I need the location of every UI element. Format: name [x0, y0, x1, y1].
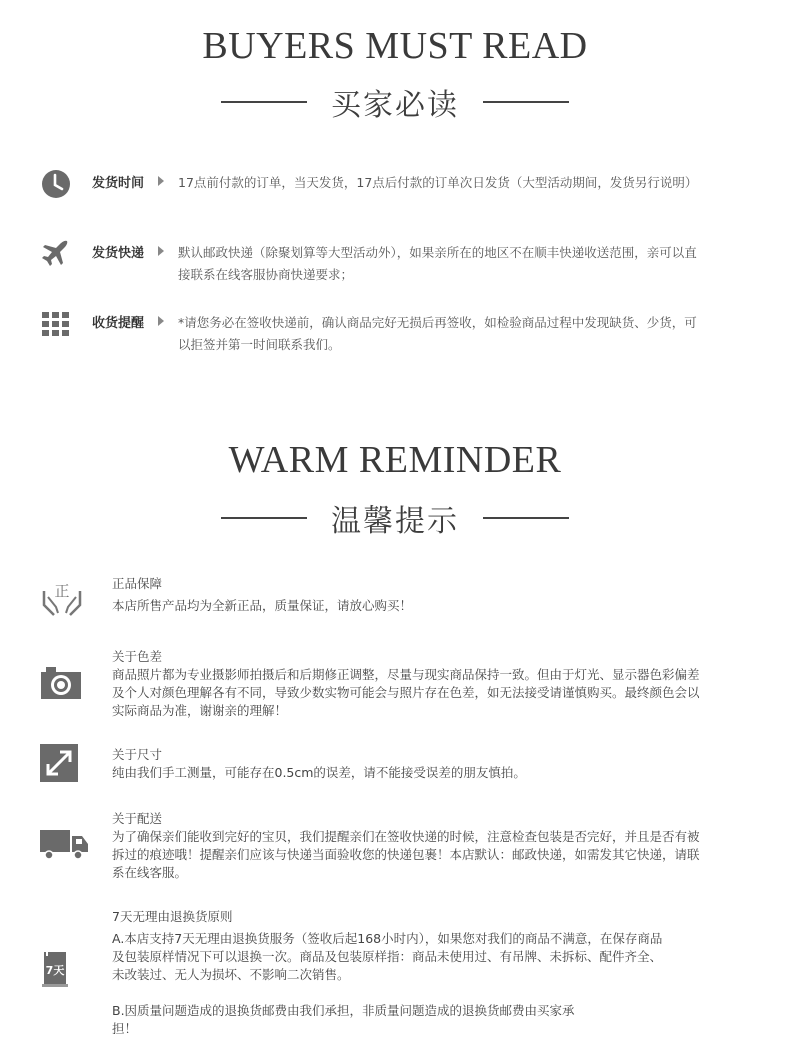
- buyers-title-cn-row: [0, 80, 790, 124]
- resize-arrow-icon: [40, 744, 78, 782]
- grid-icon: [40, 308, 72, 340]
- warm-item-head: 7天无理由退换货原则: [112, 909, 233, 924]
- seven-day-badge: 7天: [45, 964, 65, 977]
- buyers-title-cn: 买家必读: [331, 88, 459, 123]
- triangle-right-icon: [158, 246, 164, 256]
- buyer-item-label: 收货提醒: [92, 316, 145, 331]
- buyer-item-text: *请您务必在签收快递前，确认商品完好无损后再签收，如检验商品过程中发现缺货、少货，可以拒签并第一时间联系我们。: [178, 315, 697, 352]
- warm-title-en: WARM REMINDER: [228, 439, 562, 481]
- camera-icon: [40, 666, 82, 700]
- genuine-hands-icon: [40, 577, 84, 617]
- svg-text:正: 正: [54, 582, 70, 600]
- seven-day-calendar-icon: [40, 950, 70, 988]
- buyer-item-text: 17点前付款的订单，当天发货，17点后付款的订单次日发货（大型活动期间，发货另行说明）: [178, 175, 698, 190]
- warm-item-head: 关于尺寸: [112, 747, 163, 762]
- divider-left: [221, 517, 307, 519]
- warm-item-text: 本店所售产品均为全新正品，质量保证，请放心购买！: [112, 598, 413, 613]
- warm-item-text: 商品照片都为专业摄影师拍摄后和后期修正调整，尽量与现实商品保持一致。但由于灯光、显示器色彩偏差及个人对颜色理解各有不同，导致少数实物可能会与照片存在色差，如无法接受请谨慎购买。最终颜色会以实际商品为准，谢谢亲的理解！: [112, 667, 700, 718]
- divider-right: [483, 101, 569, 103]
- warm-item-text-b: B.因质量问题造成的退换货邮费由我们承担，非质量问题造成的退换货邮费由买家承担！: [112, 1003, 575, 1036]
- divider-right: [483, 517, 569, 519]
- buyer-item-label: 发货快递: [92, 246, 145, 261]
- triangle-right-icon: [158, 316, 164, 326]
- divider-left: [221, 101, 307, 103]
- warm-item-head: 关于色差: [112, 649, 163, 664]
- warm-item-text: 纯由我们手工测量，可能存在0.5cm的误差，请不能接受误差的朋友慎拍。: [112, 765, 526, 780]
- buyer-item-label: 发货时间: [92, 176, 145, 191]
- warm-item-head: 关于配送: [112, 811, 163, 826]
- warm-title-cn-row: [0, 496, 790, 540]
- buyers-title-en: BUYERS MUST READ: [202, 25, 588, 67]
- warm-item-text-a: A.本店支持7天无理由退换货服务（签收后起168小时内），如果您对我们的商品不满意，在保存商品及包装原样情况下可以退换一次。商品及包装原样指：商品未使用过、有吊牌、未拆标、配件齐全、未改装过、无人为损坏、不影响二次销售。: [112, 931, 663, 982]
- clock-icon: [40, 168, 72, 200]
- airplane-icon: [40, 238, 72, 270]
- warm-item-head: 正品保障: [112, 576, 163, 591]
- warm-item-text: 为了确保亲们能收到完好的宝贝，我们提醒亲们在签收快递的时候，注意检查包装是否完好，并且是否有被拆过的痕迹哦！提醒亲们应该与快递当面验收您的快递包裹！本店默认：邮政快递，如需发其它快递，请联系在线客服。: [112, 829, 700, 880]
- warm-title-cn: 温馨提示: [331, 504, 459, 539]
- buyer-item-text: 默认邮政快递（除聚划算等大型活动外），如果亲所在的地区不在顺丰快递收送范围，亲可以直接联系在线客服协商快递要求；: [178, 245, 697, 282]
- truck-icon: [40, 830, 88, 860]
- triangle-right-icon: [158, 176, 164, 186]
